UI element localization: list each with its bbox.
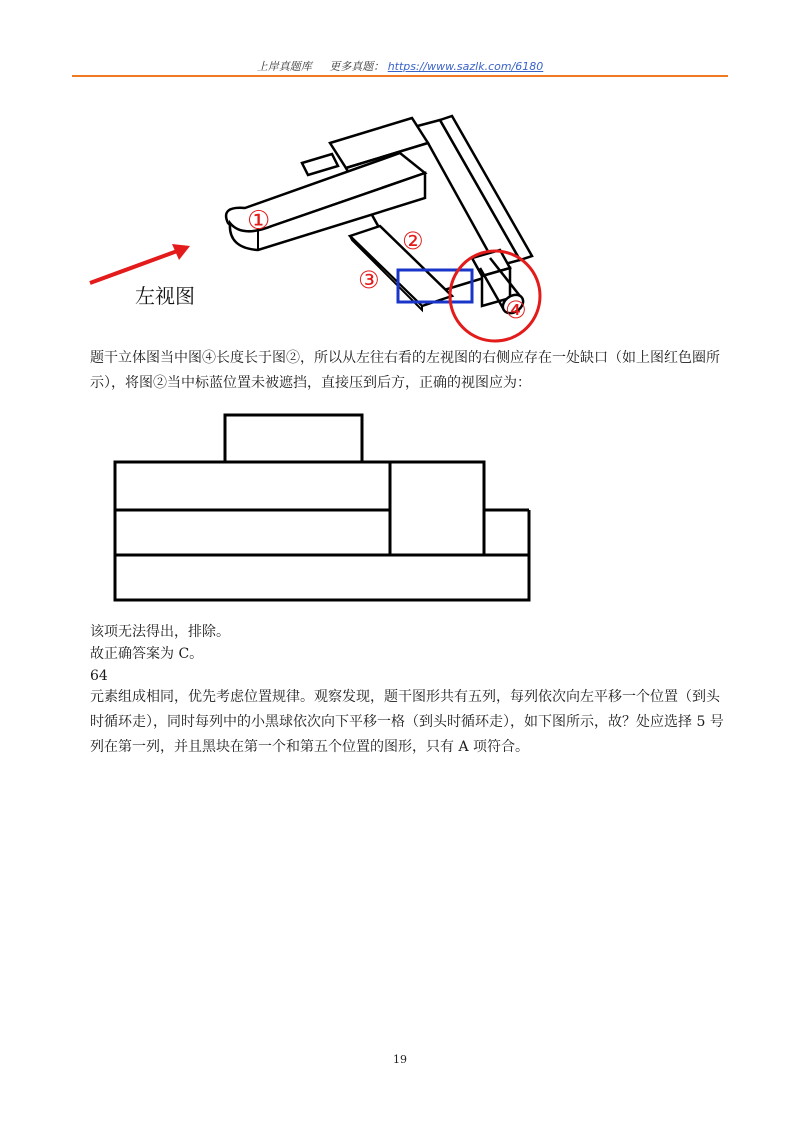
left-view-label: 左视图 <box>135 284 195 308</box>
marker-2: ② <box>402 227 424 255</box>
left-view-figure <box>112 412 532 604</box>
question-number: 64 <box>90 668 108 684</box>
right-block <box>390 462 484 555</box>
explanation-paragraph-1: 题干立体图当中图④长度长于图②，所以从左往右看的左视图的右侧应存在一处缺口（如上图红色圈所示），将图②当中标蓝位置未被遮挡，直接压到后方，正确的视图应为： <box>90 350 720 391</box>
bottom-row <box>115 555 529 600</box>
red-arrow-shaft <box>90 250 180 283</box>
more-label: 更多真题： <box>329 60 385 73</box>
site-name: 上岸真题库 <box>256 60 312 73</box>
top-block <box>225 415 362 462</box>
excluded-line: 该项无法得出，排除。 <box>90 624 230 640</box>
page-number: 19 <box>393 1053 407 1066</box>
header-separator <box>315 60 326 73</box>
marker-4: ④ <box>505 296 527 324</box>
small-step <box>302 154 338 175</box>
explanation-paragraph-2: 元素组成相同，优先考虑位置规律。观察发现，题干图形共有五列，每列依次向左平移一个位置（到头时循环走），同时每列中的小黑球依次向下平移一格（到头时循环走），如下图所示，故？处应选择 5 号列在第一列，并且黑块在第一个和第五个位置的图形，只有 A 项符合。 <box>90 689 724 755</box>
3d-block-figure <box>80 98 600 348</box>
marker-1: ① <box>247 206 271 236</box>
answer-line: 故正确答案为 C。 <box>90 646 204 662</box>
marker-3: ③ <box>358 266 380 294</box>
page-header <box>72 58 728 76</box>
header-divider <box>72 75 728 77</box>
upper-row <box>115 462 390 510</box>
middle-row <box>115 510 390 555</box>
header-link[interactable]: https://www.sazlk.com/6180 <box>387 60 544 73</box>
